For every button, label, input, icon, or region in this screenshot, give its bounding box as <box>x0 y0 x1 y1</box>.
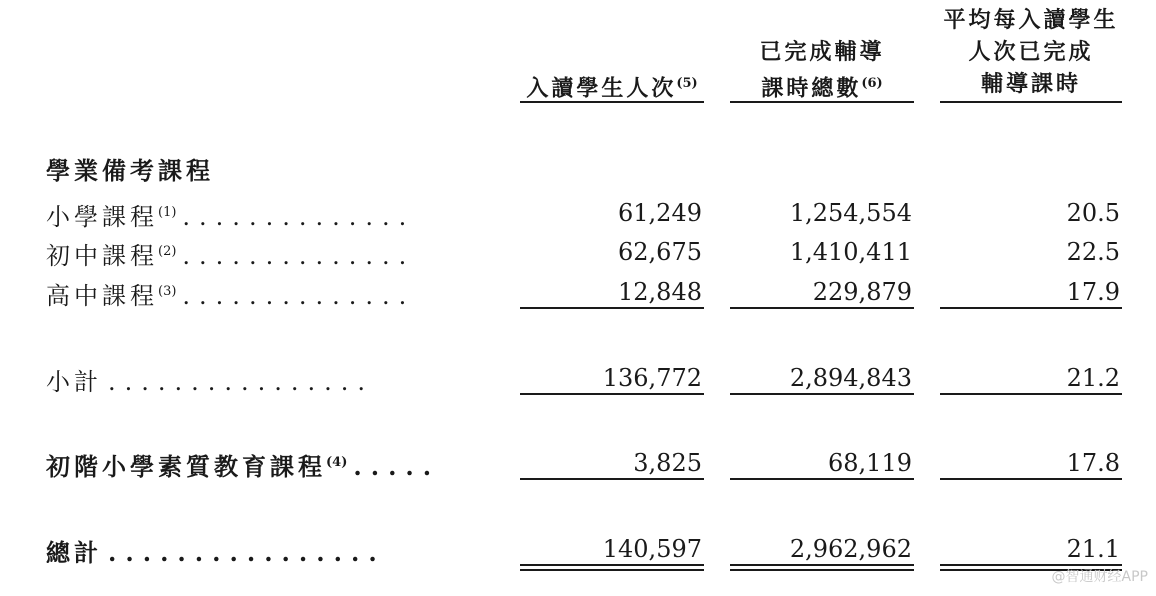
row-primary-enrollments: 61,249 <box>618 199 702 227</box>
header-rule-1 <box>520 101 704 103</box>
rule-quality-bottom-3 <box>940 478 1122 480</box>
rule-total-bottom-1 <box>520 564 704 571</box>
row-primary-average: 20.5 <box>1066 199 1120 227</box>
row-senior-enrollments: 12,848 <box>618 278 702 306</box>
row-total-enrollments: 140,597 <box>602 535 702 563</box>
row-total-average: 21.1 <box>1066 535 1120 563</box>
header-enrollments: 入讀學生人次$^{(5)}$ <box>526 75 698 102</box>
rule-subtotal-bottom-1 <box>520 393 704 395</box>
row-total-hours: 2,962,962 <box>789 535 912 563</box>
row-quality-enrollments: 3,825 <box>633 449 702 477</box>
row-primary-hours: 1,254,554 <box>789 199 912 227</box>
row-subtotal-hours: 2,894,843 <box>789 364 912 392</box>
row-quality-hours: 68,119 <box>828 449 912 477</box>
row-subtotal-enrollments: 136,772 <box>602 364 702 392</box>
row-quality-average: 17.8 <box>1066 449 1120 477</box>
header-rule-3 <box>940 101 1122 103</box>
row-junior-enrollments: 62,675 <box>618 238 702 266</box>
row-subtotal-average: 21.2 <box>1066 364 1120 392</box>
row-label-subtotal: 小計 ................ <box>46 368 375 396</box>
rule-quality-bottom-2 <box>730 478 914 480</box>
watermark: @智通财经APP <box>1051 569 1148 585</box>
rule-subtotal-top-3 <box>940 307 1122 309</box>
header-average-hours: 平均每入讀學生 人次已完成 輔導課時 <box>943 7 1119 97</box>
row-senior-average: 17.9 <box>1066 278 1120 306</box>
rule-quality-bottom-1 <box>520 478 704 480</box>
row-label-senior: 高中課程$^{(3)}$ .............. <box>46 282 416 310</box>
rule-subtotal-bottom-2 <box>730 393 914 395</box>
rule-subtotal-top-2 <box>730 307 914 309</box>
row-label-total: 總計 ................ <box>46 538 386 567</box>
header-rule-2 <box>730 101 914 103</box>
header-total-hours: 已完成輔導 課時總數$^{(6)}$ <box>759 39 885 102</box>
row-label-quality-education: 初階小學素質教育課程$^{(4)}$ ..... <box>46 452 441 481</box>
row-label-junior: 初中課程$^{(2)}$ .............. <box>46 242 416 270</box>
row-senior-hours: 229,879 <box>812 278 912 306</box>
row-junior-hours: 1,410,411 <box>789 238 912 266</box>
rule-subtotal-top-1 <box>520 307 704 309</box>
section-title: 學業備考課程 <box>46 156 214 185</box>
rule-subtotal-bottom-3 <box>940 393 1122 395</box>
rule-total-bottom-2 <box>730 564 914 571</box>
row-label-primary: 小學課程$^{(1)}$ .............. <box>46 203 416 231</box>
row-junior-average: 22.5 <box>1066 238 1120 266</box>
